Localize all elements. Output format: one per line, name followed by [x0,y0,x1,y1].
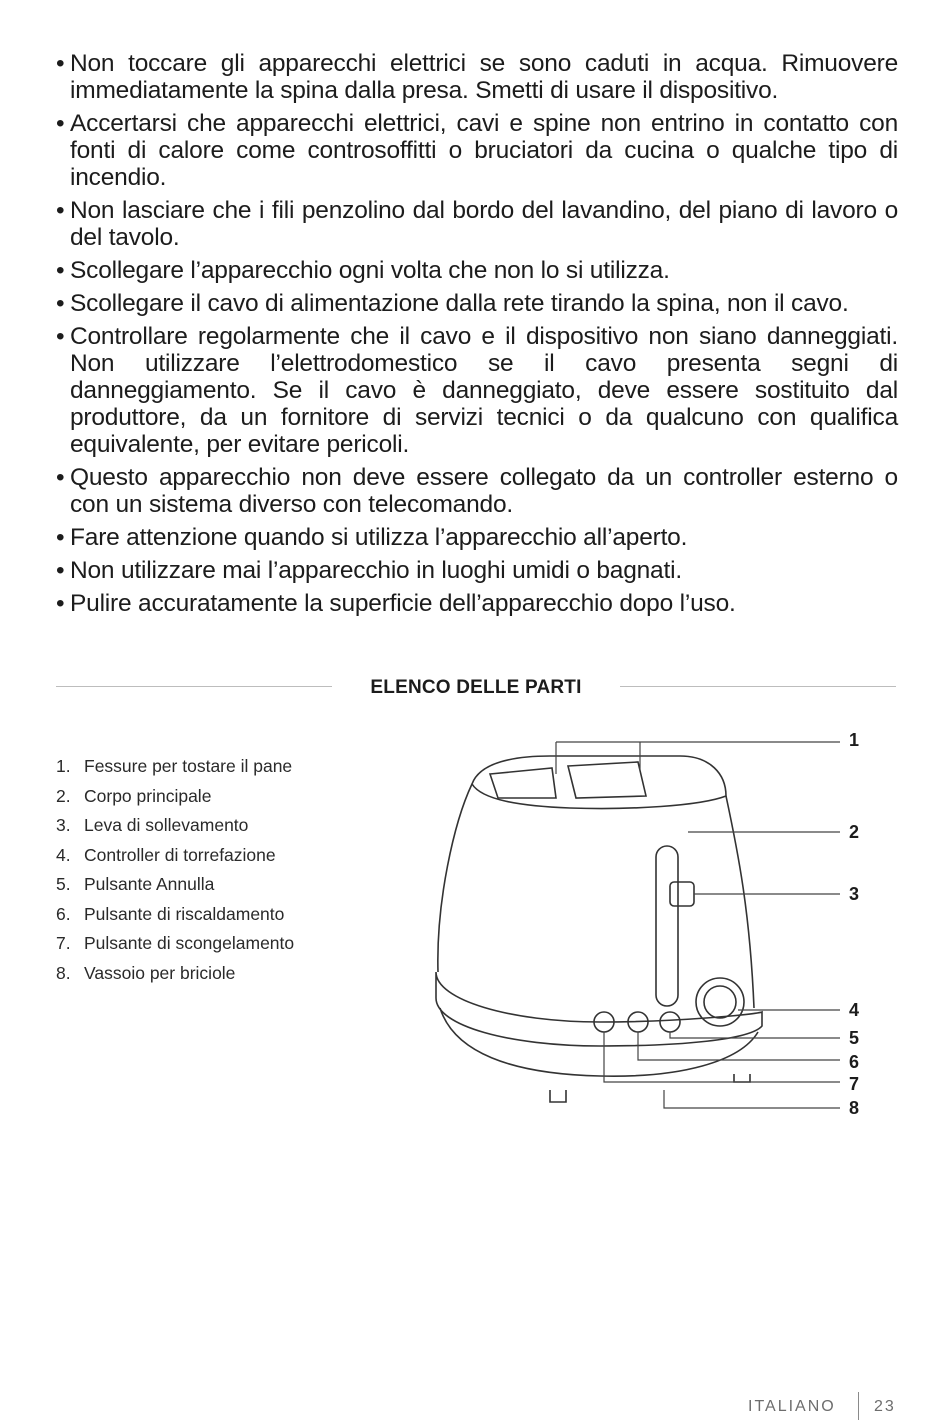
toaster-foot-left [550,1090,566,1102]
parts-list-item [56,959,294,989]
browning-dial-inner [704,986,736,1018]
bullet-item [56,590,898,617]
bullet-dot: • [56,290,65,317]
bullet-dot: • [56,110,65,137]
part-label: Leva di sollevamento [84,815,249,835]
bullet-item [56,197,898,251]
bullet-item [56,50,898,104]
section-rule-right [620,686,896,687]
bullet-dot: • [56,557,65,584]
bullet-text: Fare attenzione quando si utilizza l’apparecchio all’aperto. [70,524,688,551]
safety-bullet-list [56,50,898,623]
part-label: Pulsante di scongelamento [84,933,295,953]
part-label: Fessure per tostare il pane [84,756,293,776]
callout-3: 3 [848,884,859,904]
callout-4: 4 [848,1000,859,1020]
section-rule-left [56,686,332,687]
bullet-item [56,110,898,191]
bullet-dot: • [56,257,65,284]
part-number: 6. [56,903,71,924]
part-label: Controller di torrefazione [84,844,276,865]
bullet-text: Pulire accuratamente la superficie dell’apparecchio dopo l’uso. [70,590,736,617]
bullet-item [56,257,898,284]
callout-1: 1 [848,730,859,750]
part-number: 4. [56,844,71,865]
callout-7: 7 [848,1074,859,1094]
lever-slot [656,846,678,1006]
part-number: 5. [56,874,71,894]
bullet-dot: • [56,197,65,224]
bullet-dot: • [56,524,65,551]
footer-language: ITALIANO [748,1398,836,1415]
bread-slot-right [568,762,646,798]
part-label: Pulsante Annulla [84,874,215,894]
bullet-dot: • [56,590,65,617]
bullet-text: Non utilizzare mai l’apparecchio in luoghi umidi o bagnati. [70,557,682,584]
parts-list-item [56,900,294,930]
toaster-diagram [420,722,840,1122]
parts-list-item [56,811,294,841]
bullet-text: Non lasciare che i fili penzolino dal bordo del lavandino, del piano di lavoro o del tavolo. [70,197,898,251]
toaster-base-band [436,972,762,1046]
bullet-item [56,323,898,458]
parts-list-item [56,929,294,959]
bullet-text: Scollegare il cavo di alimentazione dalla rete tirando la spina, non il cavo. [70,290,849,317]
callout-8: 8 [848,1098,859,1118]
parts-list-item [56,870,294,900]
callout-2: 2 [848,822,859,842]
bullet-item [56,290,898,317]
bullet-text: Non toccare gli apparecchi elettrici se sono caduti in acqua. Rimuovere immediatamente la spina dalla presa. Smetti di usare il dispositivo. [70,50,898,104]
toaster-foot-right [734,1074,750,1082]
part-label: Vassoio per briciole [84,962,236,983]
bullet-dot: • [56,464,65,491]
callout-5: 5 [848,1028,859,1048]
callout-6: 6 [848,1052,859,1072]
part-number: 3. [56,815,71,835]
lift-lever [670,882,694,906]
part-label: Corpo principale [84,785,212,806]
bullet-text: Controllare regolarmente che il cavo e il dispositivo non siano danneggiati. Non utilizzare l’elettrodomestico se il cavo presenta segni di danneggiamento. Se il cavo è danneggiato, deve essere sostituito dal produttore, da un fornitore di servizi tecnici o da qualcuno con qualifica equivalente, per evitare pericoli. [70,323,898,458]
part-number: 8. [56,962,71,983]
page-number: 23 [874,1398,896,1415]
bullet-item [56,524,898,551]
bread-slot-left [490,768,556,798]
bullet-text: Accertarsi che apparecchi elettrici, cavi e spine non entrino in contatto con fonti di calore come controsoffitti o bruciatori da cucina o qualche tipo di incendio. [70,110,898,191]
bullet-dot: • [56,323,65,350]
bullet-text: Questo apparecchio non deve essere collegato da un controller esterno o con un sistema diverso con telecomando. [70,464,898,518]
cancel-button [660,1012,680,1032]
bullet-dot: • [56,50,65,77]
parts-list [56,752,294,988]
section-title: ELENCO DELLE PARTI [370,677,582,698]
parts-list-item [56,841,294,871]
part-label: Pulsante di riscaldamento [84,903,285,924]
bullet-text: Scollegare l’apparecchio ogni volta che non lo si utilizza. [70,257,670,284]
bullet-item [56,557,898,584]
part-number: 2. [56,785,71,806]
bullet-item [56,464,898,518]
footer-divider [858,1392,859,1420]
parts-list-item [56,752,294,782]
part-number: 7. [56,933,71,953]
toaster-body [438,784,754,1008]
parts-list-item [56,782,294,812]
part-number: 1. [56,756,71,776]
